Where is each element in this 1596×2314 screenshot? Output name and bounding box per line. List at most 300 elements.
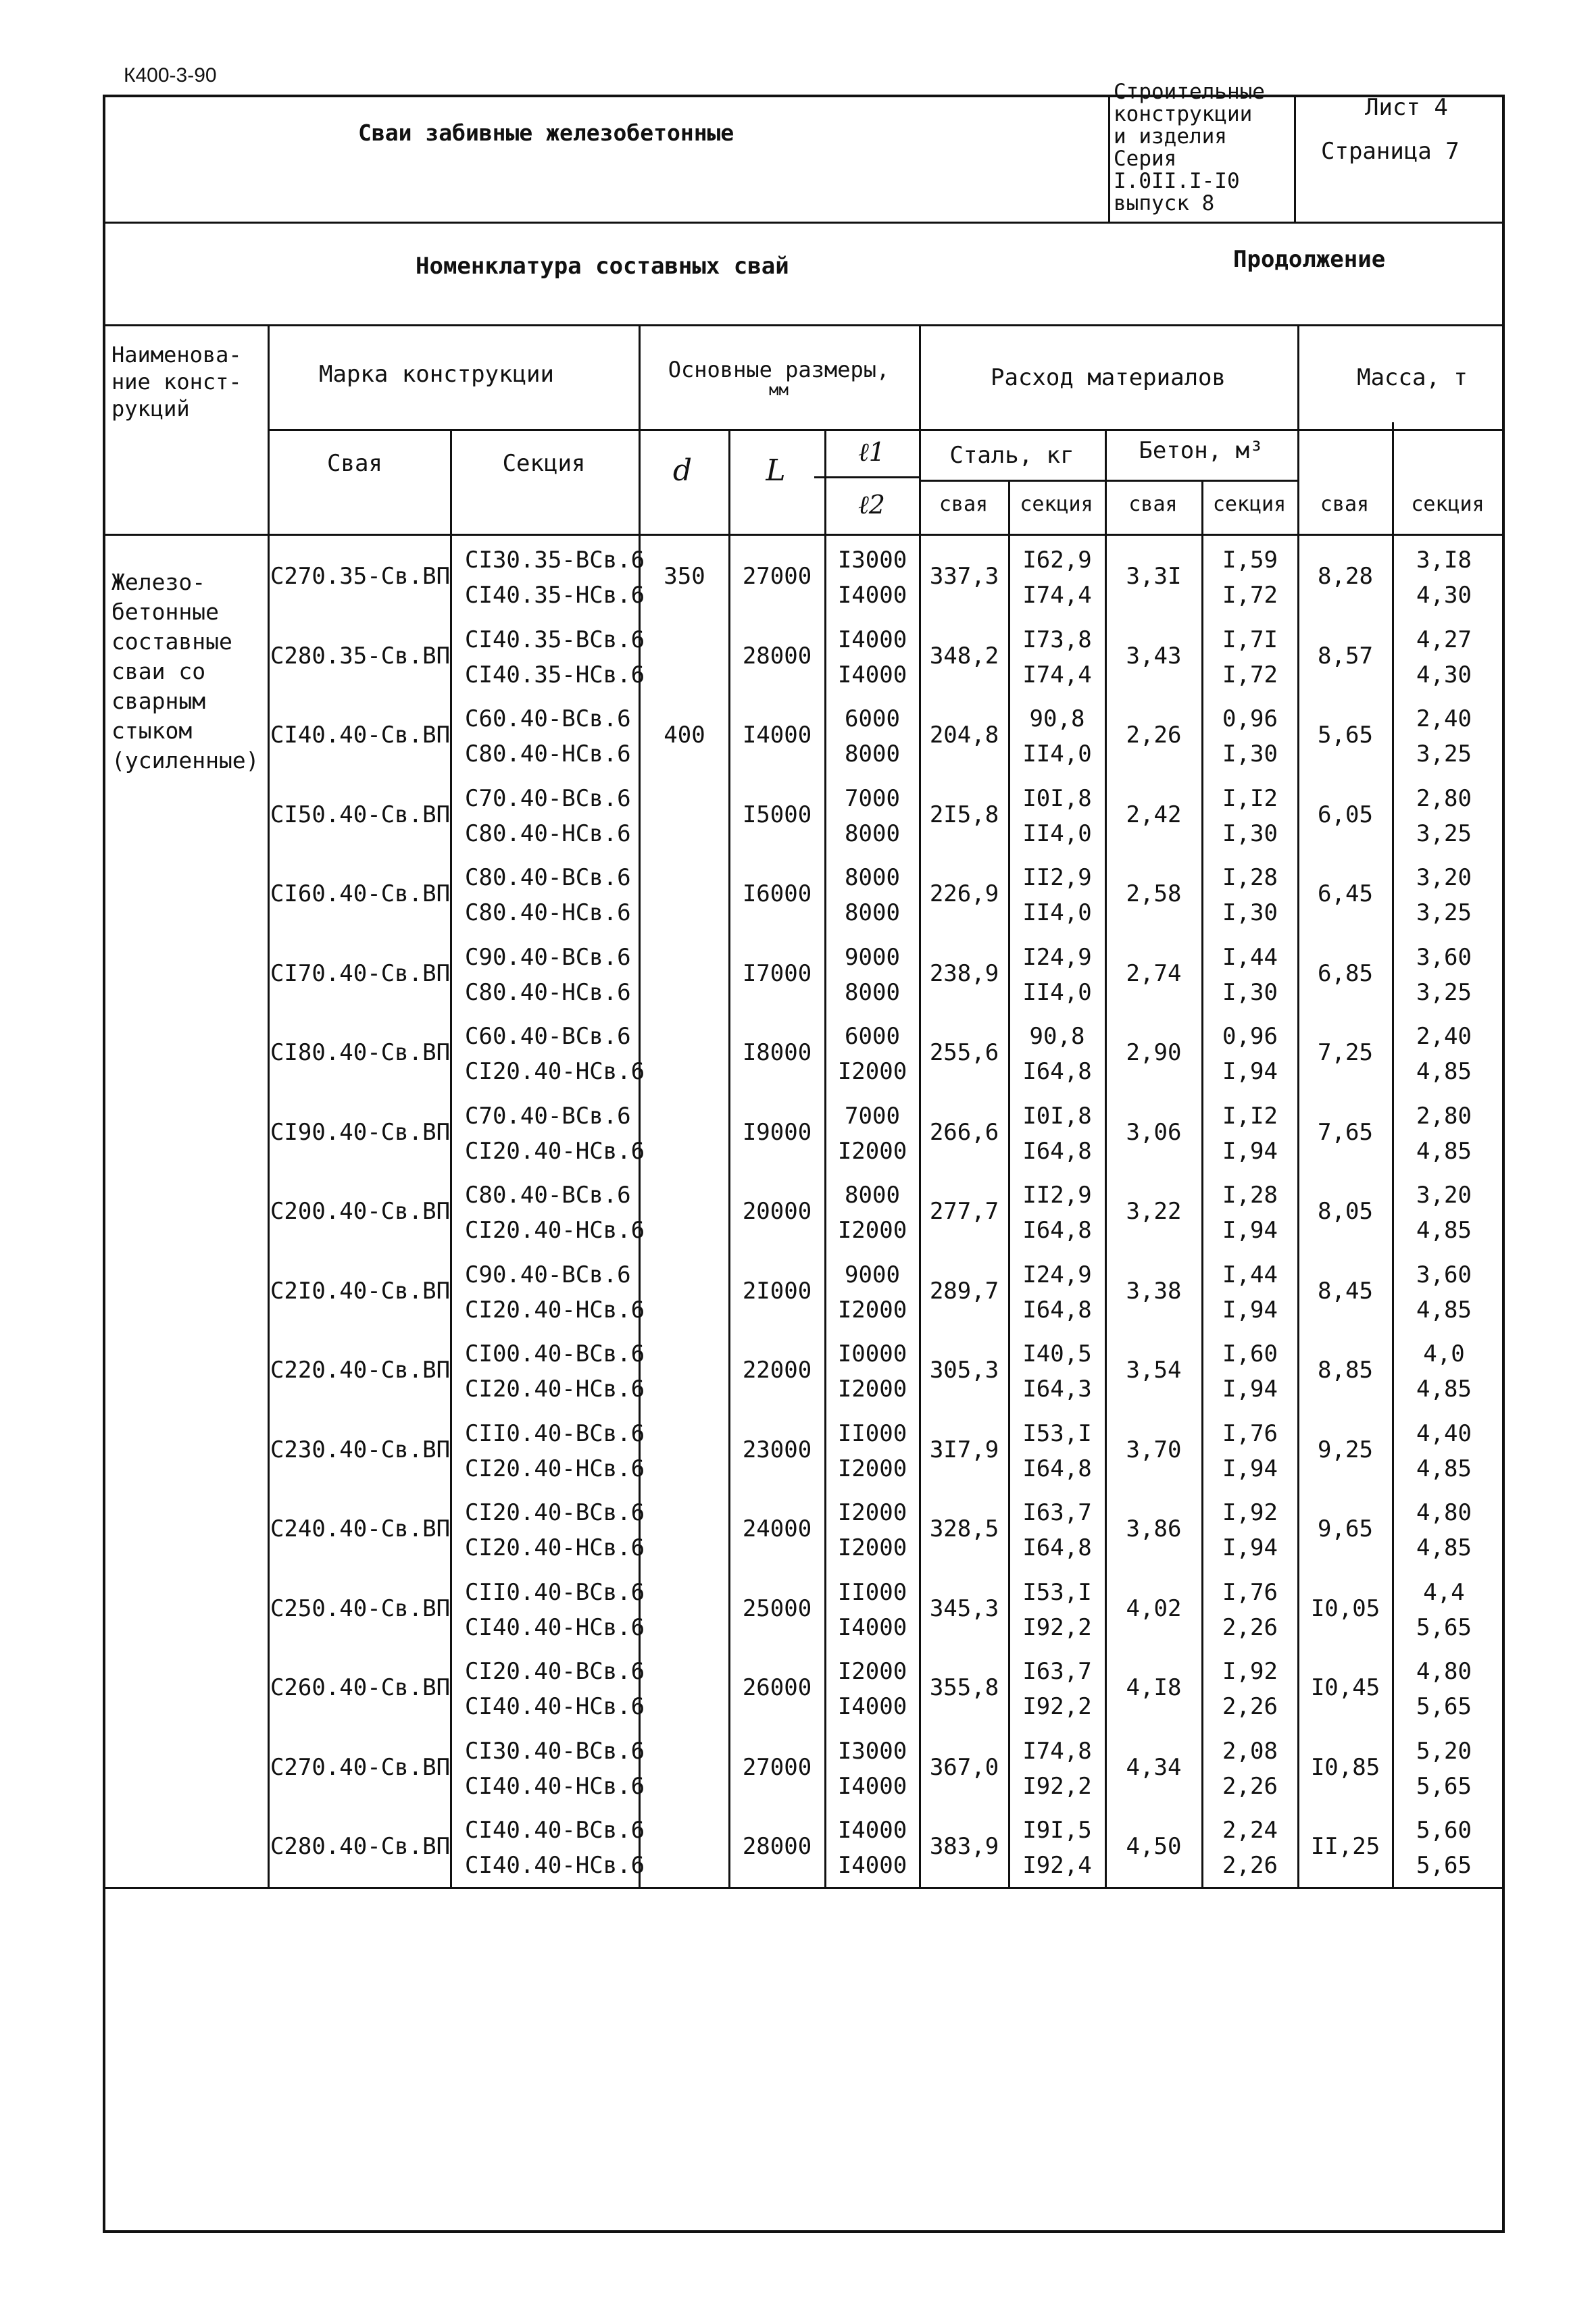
document-title: Сваи забивные железобетонные [358,120,734,146]
series-line: Серия [1114,147,1177,171]
col-header-mass: Масса, т [1357,364,1468,391]
steel-section-cell: I63,7 [1022,1499,1092,1526]
steel-pile-cell: 226,9 [929,880,999,907]
section-mark-cell: СI40.40-НСв.6 [465,1852,645,1879]
section-length-cell: II000 [837,1579,907,1606]
concrete-pile-cell: 2,42 [1126,801,1182,828]
section-length-cell: 9000 [845,944,900,971]
steel-section-cell: I74,8 [1022,1738,1092,1765]
col-header-name-line: ние конст- [111,369,242,395]
pile-mark-cell: СI70.40-Св.ВП [270,960,451,987]
section-mark-cell: С90.40-ВСв.6 [465,944,631,971]
section-mark-cell: С90.40-ВСв.6 [465,1261,631,1288]
concrete-pile-cell: 3,06 [1126,1119,1182,1146]
section-length-cell: 8000 [845,740,900,768]
concrete-section-cell: I,60 [1222,1340,1278,1367]
pile-mark-cell: С200.40-Св.ВП [270,1198,451,1225]
steel-section-cell: I64,8 [1022,1138,1092,1165]
series-line: и изделия [1114,124,1227,149]
section-mark-cell: С70.40-ВСв.6 [465,785,631,812]
steel-section-cell: I9I,5 [1022,1817,1092,1844]
steel-section-cell: I24,9 [1022,944,1092,971]
pile-mark-cell: СI40.40-Св.ВП [270,722,451,749]
group-label-line: Железо- [111,569,206,595]
concrete-pile-cell: 2,90 [1126,1039,1182,1066]
concrete-section-cell: I,94 [1222,1376,1278,1403]
concrete-section-cell: I,92 [1222,1658,1278,1685]
col-header-steel: Сталь, кг [949,442,1074,469]
section-mark-cell: СI40.40-НСв.6 [465,1773,645,1800]
concrete-pile-cell: 3,3I [1126,563,1182,590]
mass-section-cell: 3,60 [1416,944,1472,971]
mass-section-cell: 4,30 [1416,582,1472,609]
header-bottom-line [103,534,1505,536]
mass-section-cell: 4,40 [1416,1420,1472,1447]
length-cell: 28000 [742,643,812,670]
pile-mark-cell: СI60.40-Св.ВП [270,880,451,907]
group-label-line: бетонные [111,599,219,625]
steel-pile-cell: 255,6 [929,1039,999,1066]
mass-pile-cell: 9,65 [1318,1515,1373,1542]
steel-section-cell: I64,8 [1022,1455,1092,1482]
header-row-divider [268,429,1505,431]
steel-section-cell: I53,I [1022,1420,1092,1447]
mass-pile-cell: 8,85 [1318,1357,1373,1384]
steel-pile-cell: 238,9 [929,960,999,987]
section-length-cell: I2000 [837,1058,907,1085]
mass-section-cell: 3,25 [1416,979,1472,1006]
steel-section-cell: II4,0 [1022,979,1092,1006]
section-mark-cell: С60.40-ВСв.6 [465,705,631,732]
length-cell: 27000 [742,1754,812,1781]
section-mark-cell: СI20.40-НСв.6 [465,1058,645,1085]
concrete-pile-cell: 2,58 [1126,880,1182,907]
concrete-section-cell: 2,26 [1222,1693,1278,1720]
length-cell: I6000 [742,880,812,907]
sheet-number: Лист 4 [1365,94,1448,121]
concrete-section-cell: 2,26 [1222,1852,1278,1879]
concrete-pile-cell: 3,43 [1126,643,1182,670]
section-mark-cell: СI20.40-НСв.6 [465,1217,645,1244]
section-mark-cell: СI20.40-ВСв.6 [465,1658,645,1685]
length-cell: 20000 [742,1198,812,1225]
concrete-section-cell: I,7I [1222,626,1278,653]
concrete-section-cell: I,30 [1222,979,1278,1006]
series-line: I.0II.I-I0 [1114,169,1240,193]
mass-pile-cell: 8,45 [1318,1278,1373,1305]
steel-section-cell: I74,4 [1022,582,1092,609]
section-mark-cell: СI20.40-НСв.6 [465,1455,645,1482]
concrete-pile-cell: 4,I8 [1126,1674,1182,1701]
section-length-cell: I3000 [837,1738,907,1765]
concrete-section-cell: I,30 [1222,820,1278,847]
mass-section-cell: 2,80 [1416,785,1472,812]
mass-section-cell: 3,25 [1416,820,1472,847]
pile-mark-cell: С230.40-Св.ВП [270,1436,451,1463]
mass-section-cell: 4,80 [1416,1499,1472,1526]
section-length-cell: I2000 [837,1534,907,1561]
concrete-section-cell: I,94 [1222,1138,1278,1165]
mass-pile-cell: 5,65 [1318,722,1373,749]
col-line-dims [919,324,921,1887]
col-header-name-line: рукций [111,396,190,422]
col-line-materials [1297,324,1299,1887]
section-length-cell: I4000 [837,582,907,609]
concrete-pile-cell: 3,38 [1126,1278,1182,1305]
steel-section-cell: I92,2 [1022,1693,1092,1720]
steel-pile-cell: 348,2 [929,643,999,670]
pile-mark-cell: С250.40-Св.ВП [270,1595,451,1622]
length-cell: I5000 [742,801,812,828]
mass-pile-cell: 8,05 [1318,1198,1373,1225]
steel-section-cell: II4,0 [1022,740,1092,768]
col-header-l1: ℓ1 [857,437,885,467]
mass-section-cell: 2,40 [1416,1023,1472,1050]
concrete-section-cell: I,59 [1222,547,1278,574]
pile-mark-cell: С260.40-Св.ВП [270,1674,451,1701]
concrete-section-cell: I,76 [1222,1579,1278,1606]
pile-mark-cell: С220.40-Св.ВП [270,1357,451,1384]
concrete-section-cell: I,92 [1222,1499,1278,1526]
concrete-section-cell: 2,26 [1222,1773,1278,1800]
concrete-section-cell: I,94 [1222,1058,1278,1085]
section-length-cell: 8000 [845,820,900,847]
col-header-name-line: Наименова- [111,342,242,368]
mass-section-cell: 5,65 [1416,1773,1472,1800]
mass-section-cell: 5,65 [1416,1852,1472,1879]
section-mark-cell: СII0.40-ВСв.6 [465,1420,645,1447]
concrete-section-cell: I,94 [1222,1455,1278,1482]
section-length-cell: 8000 [845,979,900,1006]
steel-section-cell: I92,2 [1022,1773,1092,1800]
section-length-cell: II000 [837,1420,907,1447]
concrete-pile-cell: 4,50 [1126,1833,1182,1860]
section-mark-cell: СI20.40-НСв.6 [465,1376,645,1403]
section-length-cell: I2000 [837,1217,907,1244]
section-mark-cell: СI40.40-НСв.6 [465,1693,645,1720]
length-cell: 28000 [742,1833,812,1860]
mass-section-cell: 4,0 [1423,1340,1465,1367]
steel-pile-cell: 328,5 [929,1515,999,1542]
mass-section-cell: 3,20 [1416,1182,1472,1209]
steel-section-cell: I92,2 [1022,1614,1092,1641]
concrete-section-cell: 0,96 [1222,1023,1278,1050]
concrete-section-cell: 0,96 [1222,705,1278,732]
steel-pile-cell: 367,0 [929,1754,999,1781]
mass-pile-cell: 6,85 [1318,960,1373,987]
mass-section-cell: 4,85 [1416,1534,1472,1561]
pile-mark-cell: СI50.40-Св.ВП [270,801,451,828]
length-cell: I8000 [742,1039,812,1066]
section-length-cell: 6000 [845,1023,900,1050]
section-mark-cell: СI40.35-НСв.6 [465,582,645,609]
mass-pile-cell: 8,57 [1318,643,1373,670]
col-header-mass-pile: свая [1320,493,1370,516]
steel-pile-cell: 277,7 [929,1198,999,1225]
steel-section-cell: 90,8 [1029,705,1085,732]
section-mark-cell: С80.40-НСв.6 [465,740,631,768]
group-label [111,568,259,776]
document-code: К400-3-90 [124,64,217,86]
steel-section-cell: I40,5 [1022,1340,1092,1367]
section-mark-cell: С80.40-НСв.6 [465,979,631,1006]
mass-section-cell: 4,27 [1416,626,1472,653]
length-cell: 26000 [742,1674,812,1701]
section-mark-cell: СI20.40-НСв.6 [465,1534,645,1561]
mass-section-cell: 4,4 [1423,1579,1465,1606]
mass-section-cell: 3,25 [1416,899,1472,926]
mass-pile-cell: 9,25 [1318,1436,1373,1463]
mass-section-cell: 4,85 [1416,1058,1472,1085]
concrete-section-cell: I,30 [1222,740,1278,768]
section-mark-cell: С80.40-НСв.6 [465,899,631,926]
length-cell: 24000 [742,1515,812,1542]
col-line-name [268,324,270,1887]
steel-section-cell: I64,8 [1022,1534,1092,1561]
mass-section-cell: 3,I8 [1416,547,1472,574]
section-mark-cell: СI20.40-НСв.6 [465,1297,645,1324]
diameter-cell: 400 [664,722,705,749]
col-header-l2: ℓ2 [857,490,885,520]
mass-pile-cell: I0,05 [1310,1595,1380,1622]
concrete-pile-cell: 4,34 [1126,1754,1182,1781]
section-mark-cell: СI00.40-ВСв.6 [465,1340,645,1367]
section-mark-cell: СI30.35-ВСв.6 [465,547,645,574]
steel-pile-cell: 3I7,9 [929,1436,999,1463]
subheader-divider [103,324,1505,326]
concrete-section-cell: I,72 [1222,661,1278,688]
mass-section-cell: 2,40 [1416,705,1472,732]
mass-pile-cell: I0,45 [1310,1674,1380,1701]
section-mark-cell: СI40.35-НСв.6 [465,661,645,688]
length-cell: 27000 [742,563,812,590]
col-header-dims-line: Основные размеры, [668,357,890,382]
concrete-section-cell: 2,08 [1222,1738,1278,1765]
mass-pile-cell: 7,25 [1318,1039,1373,1066]
steel-pile-cell: 266,6 [929,1119,999,1146]
section-length-cell: 8000 [845,864,900,891]
steel-pile-cell: 337,3 [929,563,999,590]
section-length-cell: I4000 [837,1693,907,1720]
steel-section-cell: I0I,8 [1022,785,1092,812]
pile-mark-cell: С270.40-Св.ВП [270,1754,451,1781]
col-header-section: Секция [502,450,586,477]
section-length-cell: I4000 [837,661,907,688]
concrete-section-cell: I,30 [1222,899,1278,926]
pile-mark-cell: СI90.40-Св.ВП [270,1119,451,1146]
steel-section-cell: II2,9 [1022,1182,1092,1209]
col-header-mass-section: секция [1411,493,1485,516]
concrete-pile-cell: 3,70 [1126,1436,1182,1463]
steel-section-cell: I64,8 [1022,1297,1092,1324]
group-label-line: стыком [111,718,193,744]
group-label-line: сварным [111,688,206,714]
steel-section-cell: 90,8 [1029,1023,1085,1050]
section-length-cell: I0000 [837,1340,907,1367]
mass-section-cell: 4,85 [1416,1297,1472,1324]
col-header-steel-section: секция [1020,493,1093,516]
section-length-cell: I2000 [837,1455,907,1482]
section-length-cell: 7000 [845,1103,900,1130]
col-header-dims [639,358,919,399]
concrete-section-cell: I,28 [1222,864,1278,891]
mass-section-cell: 4,30 [1416,661,1472,688]
group-label-line: составные [111,628,232,655]
steel-pile-cell: 204,8 [929,722,999,749]
concrete-section-cell: I,44 [1222,1261,1278,1288]
mass-pile-cell: 6,45 [1318,880,1373,907]
steel-pile-cell: 355,8 [929,1674,999,1701]
concrete-section-cell: I,72 [1222,582,1278,609]
section-length-cell: I3000 [837,547,907,574]
concrete-section-cell: I,94 [1222,1534,1278,1561]
series-line: Строительные [1114,80,1265,104]
series-line: конструкции [1114,102,1253,126]
section-length-cell: I4000 [837,1852,907,1879]
length-cell: 22000 [742,1357,812,1384]
mass-section-cell: 5,65 [1416,1693,1472,1720]
steel-section-cell: II4,0 [1022,820,1092,847]
col-header-dims-unit: мм [769,380,789,399]
section-length-cell: I4000 [837,626,907,653]
section-length-cell: I2000 [837,1138,907,1165]
concrete-pile-cell: 3,86 [1126,1515,1182,1542]
mass-section-cell: 2,80 [1416,1103,1472,1130]
mass-pile-cell: 8,28 [1318,563,1373,590]
steel-section-cell: I64,8 [1022,1217,1092,1244]
concrete-pile-cell: 2,74 [1126,960,1182,987]
section-length-cell: I2000 [837,1658,907,1685]
concrete-section-cell: I,I2 [1222,1103,1278,1130]
pile-mark-cell: СI80.40-Св.ВП [270,1039,451,1066]
mass-pile-cell: II,25 [1310,1833,1380,1860]
section-length-cell: I2000 [837,1297,907,1324]
mass-section-cell: 5,20 [1416,1738,1472,1765]
section-length-cell: 8000 [845,899,900,926]
mass-section-cell: 4,85 [1416,1376,1472,1403]
section-length-cell: I4000 [837,1773,907,1800]
mass-section-cell: 5,65 [1416,1614,1472,1641]
header-divider [103,222,1505,224]
steel-section-cell: I92,4 [1022,1852,1092,1879]
mass-section-cell: 4,85 [1416,1455,1472,1482]
material-sub-divider [919,480,1297,482]
col-header-steel-pile: свая [939,493,989,516]
table-title: Номенклатура составных свай [416,253,789,280]
concrete-section-cell: I,76 [1222,1420,1278,1447]
series-line: выпуск 8 [1114,191,1215,216]
concrete-section-cell: I,94 [1222,1297,1278,1324]
concrete-section-cell: I,I2 [1222,785,1278,812]
concrete-section-cell: I,44 [1222,944,1278,971]
section-mark-cell: СII0.40-ВСв.6 [465,1579,645,1606]
concrete-section-cell: I,94 [1222,1217,1278,1244]
length-cell: 2I000 [742,1278,812,1305]
pile-mark-cell: С240.40-Св.ВП [270,1515,451,1542]
mass-section-cell: 3,60 [1416,1261,1472,1288]
steel-section-cell: I63,7 [1022,1658,1092,1685]
section-mark-cell: СI40.35-ВСв.6 [465,626,645,653]
steel-pile-cell: 2I5,8 [929,801,999,828]
section-length-cell: 7000 [845,785,900,812]
mass-section-cell: 4,85 [1416,1138,1472,1165]
header-vline-1 [1108,95,1110,222]
continuation-note: Продолжение [1233,246,1386,273]
length-cell: I4000 [742,722,812,749]
section-length-cell: I4000 [837,1817,907,1844]
mass-section-cell: 3,20 [1416,864,1472,891]
section-mark-cell: СI20.40-НСв.6 [465,1138,645,1165]
length-cell: I7000 [742,960,812,987]
length-cell: 23000 [742,1436,812,1463]
pile-mark-cell: С280.35-Св.ВП [270,643,451,670]
col-header-L: L [766,453,786,488]
group-label-line: (усиленные) [111,747,259,774]
steel-section-cell: I64,3 [1022,1376,1092,1403]
steel-pile-cell: 305,3 [929,1357,999,1384]
steel-section-cell: I74,4 [1022,661,1092,688]
section-mark-cell: СI40.40-НСв.6 [465,1614,645,1641]
section-length-cell: I2000 [837,1499,907,1526]
col-header-d: d [672,453,693,488]
concrete-pile-cell: 3,54 [1126,1357,1182,1384]
concrete-pile-cell: 4,02 [1126,1595,1182,1622]
steel-pile-cell: 383,9 [929,1833,999,1860]
group-label-line: сваи со [111,658,206,684]
pile-mark-cell: С2I0.40-Св.ВП [270,1278,451,1305]
concrete-pile-cell: 2,26 [1126,722,1182,749]
steel-section-cell: I0I,8 [1022,1103,1092,1130]
pile-mark-cell: С270.35-Св.ВП [270,563,451,590]
col-header-mark: Марка конструкции [319,361,554,388]
col-header-materials: Расход материалов [991,364,1226,391]
header-vline-2 [1294,95,1296,222]
steel-section-cell: I73,8 [1022,626,1092,653]
col-header-concrete-pile: свая [1128,493,1178,516]
mass-pile-cell: 7,65 [1318,1119,1373,1146]
col-header-name [111,341,242,422]
steel-pile-cell: 289,7 [929,1278,999,1305]
diameter-cell: 350 [664,563,705,590]
page-number: Страница 7 [1321,138,1460,165]
steel-section-cell: I53,I [1022,1579,1092,1606]
mass-pile-cell: 6,05 [1318,801,1373,828]
section-mark-cell: С80.40-НСв.6 [465,820,631,847]
col-header-pile: Свая [327,450,382,477]
section-length-cell: 8000 [845,1182,900,1209]
col-header-concrete-section: секция [1212,493,1287,516]
section-mark-cell: С60.40-ВСв.6 [465,1023,631,1050]
steel-section-cell: II2,9 [1022,864,1092,891]
mass-section-cell: 4,80 [1416,1658,1472,1685]
series-block [1114,81,1289,215]
steel-section-cell: II4,0 [1022,899,1092,926]
length-cell: I9000 [742,1119,812,1146]
steel-section-cell: I24,9 [1022,1261,1092,1288]
mass-section-cell: 5,60 [1416,1817,1472,1844]
section-mark-cell: СI40.40-ВСв.6 [465,1817,645,1844]
section-mark-cell: С80.40-ВСв.6 [465,1182,631,1209]
concrete-section-cell: 2,24 [1222,1817,1278,1844]
mass-section-cell: 3,25 [1416,740,1472,768]
table-bottom-line [103,1887,1505,1889]
steel-section-cell: I64,8 [1022,1058,1092,1085]
fraction-bar [814,476,919,478]
section-length-cell: 6000 [845,705,900,732]
length-cell: 25000 [742,1595,812,1622]
concrete-pile-cell: 3,22 [1126,1198,1182,1225]
steel-section-cell: I62,9 [1022,547,1092,574]
